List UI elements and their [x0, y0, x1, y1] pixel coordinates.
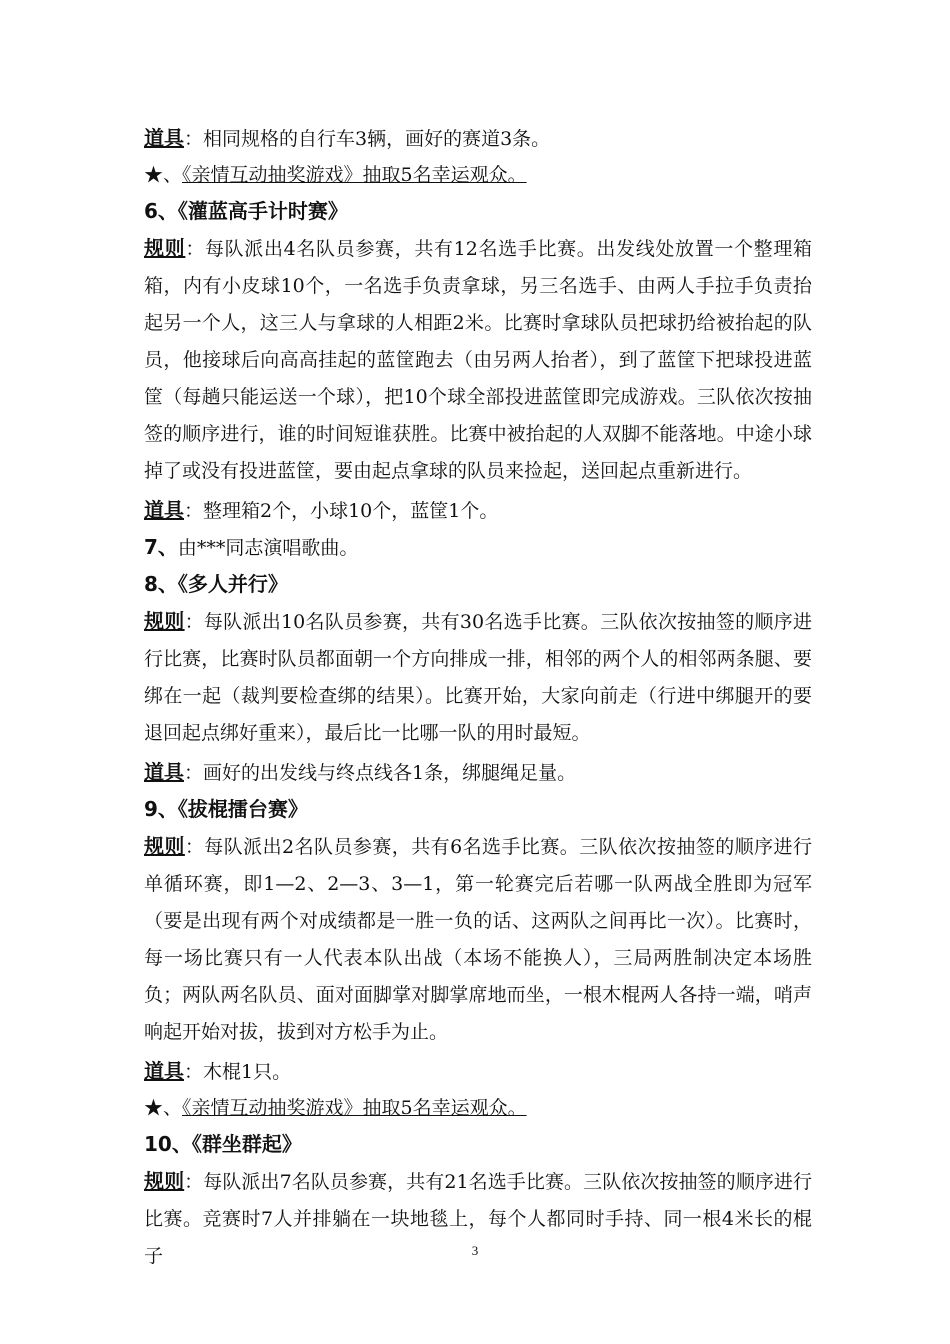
- section-9-props: [144, 1053, 812, 1090]
- star-marker: ★、: [144, 164, 183, 186]
- props-line-5: [144, 120, 812, 157]
- section-10-heading: 10、《群坐群起》: [144, 1132, 302, 1156]
- props-label: 道具: [144, 1059, 184, 1083]
- rules-label: 规则: [144, 1169, 185, 1193]
- section-9-heading: 9、《拔棍擂台赛》: [144, 797, 308, 821]
- props-text: ：整理箱2个，小球10个，蓝筐1个。: [184, 500, 499, 522]
- section-6-rules: [144, 230, 812, 490]
- props-text: ：画好的出发线与终点线各1条，绑腿绳足量。: [184, 762, 577, 784]
- rules-label: 规则: [144, 834, 185, 858]
- props-text: ：木棍1只。: [184, 1061, 292, 1083]
- rules-label: 规则: [144, 609, 185, 633]
- section-9-rules: [144, 828, 812, 1051]
- rules-text: ：每队派出2名队员参赛，共有6名选手比赛。三队依次按抽签的顺序进行单循环赛，即1—2、2—3、3—1，第一轮赛完后若哪一队两战全胜即为冠军（要是出现有两个对成绩都是一胜一负的话、这两队之间再比一次）。比赛时，每一场比赛只有一人代表本队出战（本场不能换人），三局两胜制决定本场胜负；两队两名队员、面对面脚掌对脚掌席地而坐，一根木棍两人各持一端，哨声响起开始对拔，拔到对方松手为止。: [144, 836, 812, 1043]
- lottery-text: 《亲情互动抽奖游戏》抽取5名幸运观众。: [182, 164, 527, 186]
- lottery-line-1: [144, 157, 812, 193]
- section-7-number: 7、: [144, 535, 178, 559]
- lottery-line-2: [144, 1090, 812, 1126]
- props-label: 道具: [144, 498, 184, 522]
- section-8-rules: [144, 603, 812, 752]
- section-6-heading: 6、《灌蓝高手计时赛》: [144, 199, 348, 223]
- star-marker: ★、: [144, 1097, 183, 1119]
- rules-text: ：每队派出4名队员参赛，共有12名选手比赛。出发线处放置一个整理箱箱，内有小皮球10个，一名选手负责拿球，另三名选手、由两人手拉手负责抬起另一个人，这三人与拿球的人相距2米。比赛时拿球队员把球扔给被抬起的队员，他接球后向高高挂起的蓝筐跑去（由另两人抬者），到了蓝筐下把球投进蓝筐（每趟只能运送一个球），把10个球全部投进蓝筐即完成游戏。三队依次按抽签的顺序进行，谁的时间短谁获胜。比赛中被抬起的人双脚不能落地。中途小球掉了或没有投进蓝筐，要由起点拿球的队员来捡起，送回起点重新进行。: [144, 238, 812, 482]
- rules-label: 规则: [144, 236, 186, 260]
- rules-text: ：每队派出7名队员参赛，共有21名选手比赛。三队依次按抽签的顺序进行比赛。竞赛时7人并排躺在一块地毯上，每个人都同时手持、同一根4米长的棍子: [144, 1171, 812, 1267]
- section-8-heading: 8、《多人并行》: [144, 572, 288, 596]
- section-6-props: [144, 492, 812, 529]
- page-content: [144, 120, 812, 1277]
- props-label: 道具: [144, 760, 184, 784]
- section-8-props: [144, 754, 812, 791]
- section-7-text: 由***同志演唱歌曲。: [177, 537, 359, 559]
- section-7-line: [144, 529, 812, 566]
- lottery-text: 《亲情互动抽奖游戏》抽取5名幸运观众。: [182, 1097, 527, 1119]
- page-number: 3: [471, 1243, 479, 1258]
- props-text: ：相同规格的自行车3辆，画好的赛道3条。: [184, 128, 551, 150]
- props-label: 道具: [144, 126, 184, 150]
- rules-text: ：每队派出10名队员参赛，共有30名选手比赛。三队依次按抽签的顺序进行比赛，比赛时队员都面朝一个方向排成一排，相邻的两个人的相邻两条腿、要绑在一起（裁判要检查绑的结果）。比赛开始，大家向前走（行进中绑腿开的要退回起点绑好重来），最后比一比哪一队的用时最短。: [144, 611, 813, 744]
